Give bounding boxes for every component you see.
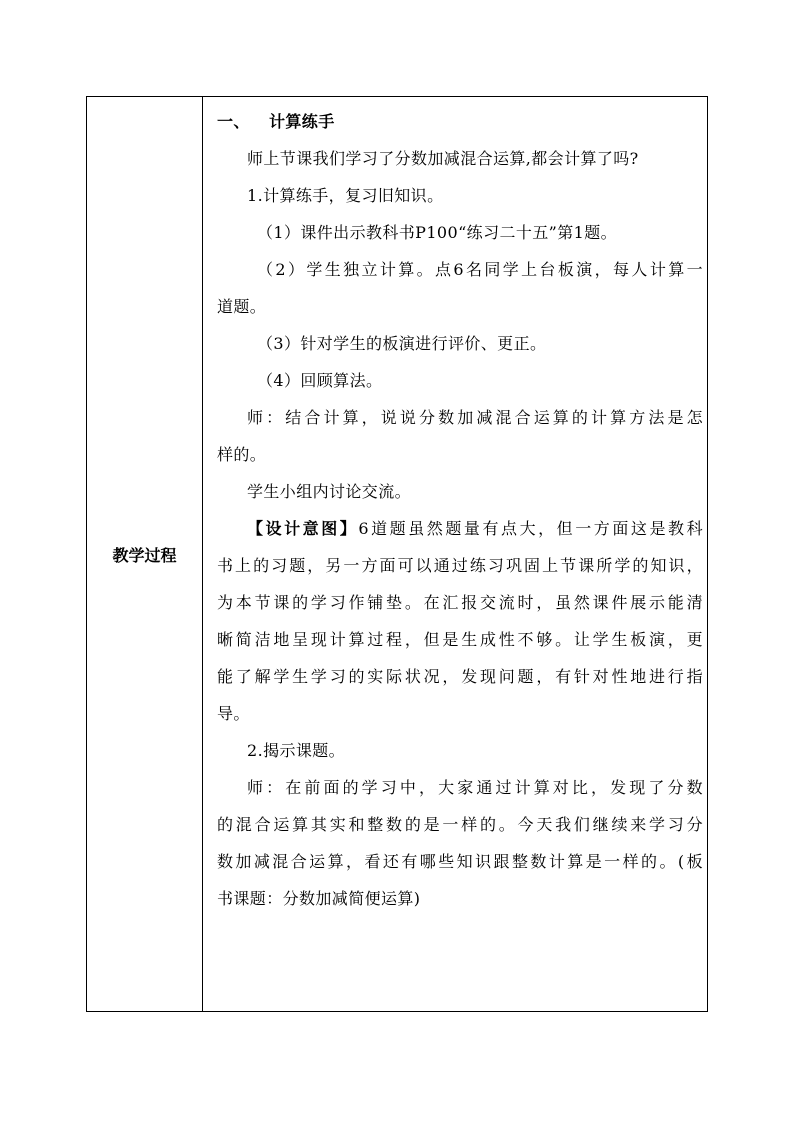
design-intent-text: 6道题虽然题量有点大，但一方面这是教科 [358, 519, 703, 538]
paragraph-line: （2）学生独立计算。点6名同学上台板演，每人计算一 [257, 260, 703, 279]
paragraph-line: 师上节课我们学习了分数加减混合运算,都会计算了吗? [247, 149, 639, 168]
paragraph-line: 师：结合计算，说说分数加减混合运算的计算方法是怎 [247, 408, 703, 427]
paragraph-line: 师：在前面的学习中，大家通过计算对比，发现了分数 [247, 778, 703, 797]
paragraph-line: （4）回顾算法。 [257, 371, 383, 390]
design-intent-line: 晰简洁地呈现计算过程，但是生成性不够。让学生板演，更 [217, 630, 703, 649]
row-header-label: 教学过程 [112, 546, 177, 565]
paragraph-line: 书课题：分数加减简便运算) [217, 889, 421, 908]
paragraph-line: 1.计算练手，复习旧知识。 [247, 186, 444, 205]
subsection-title: 2.揭示课题。 [247, 741, 346, 760]
design-intent-line: 为本节课的学习作铺垫。在汇报交流时，虽然课件展示能清 [217, 593, 703, 612]
design-intent-line: 能了解学生学习的实际状况，发现问题，有针对性地进行指 [217, 667, 703, 686]
paragraph-line: 道题。 [217, 297, 267, 316]
paragraph-line: （3）针对学生的板演进行评价、更正。 [257, 334, 547, 353]
paragraph-line: （1）课件出示教科书P100“练习二十五”第1题。 [257, 223, 618, 242]
design-intent-line [217, 510, 703, 547]
paragraph-line: 学生小组内讨论交流。 [247, 482, 412, 501]
lesson-table [86, 96, 708, 1012]
paragraph-line: 的混合运算其实和整数的是一样的。今天我们继续来学习分 [217, 815, 703, 834]
row-header-cell [87, 97, 203, 1011]
content-cell [203, 97, 707, 1011]
design-intent-label: 【设计意图】 [247, 519, 359, 538]
section-title: 计算练手 [269, 112, 335, 131]
paragraph-line: 数加减混合运算，看还有哪些知识跟整数计算是一样的。(板 [217, 852, 703, 871]
design-intent-line: 导。 [217, 704, 250, 723]
design-intent-line: 书上的习题，另一方面可以通过练习巩固上节课所学的知识， [217, 556, 703, 575]
paragraph-line: 样的。 [217, 445, 267, 464]
section-number: 一、 [217, 112, 250, 131]
section-heading [217, 103, 703, 140]
